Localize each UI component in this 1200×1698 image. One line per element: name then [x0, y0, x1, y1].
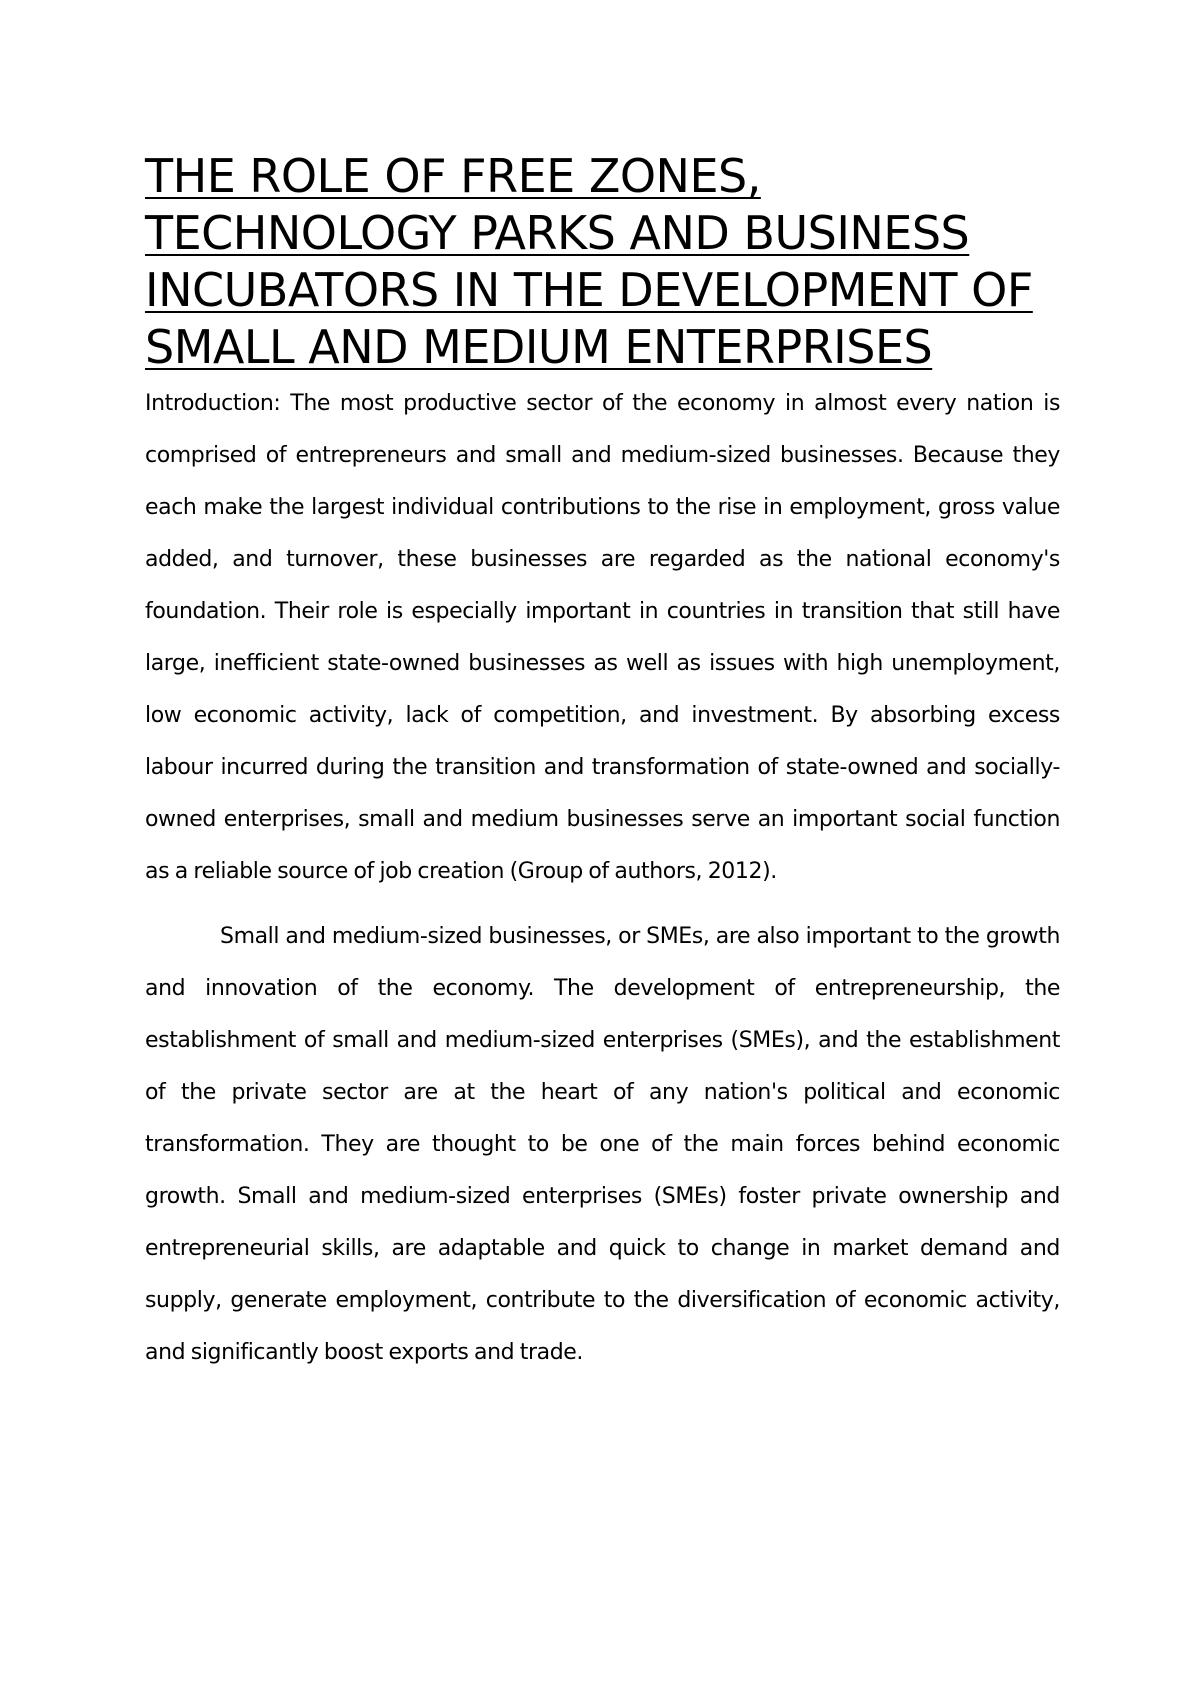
introduction-paragraph: Introduction: The most productive sector of the economy in almost every nation is comprised of entrepreneurs and small and medium-sized businesses. Because they each make the largest individual contributions to the rise in employment, gross value added, and turnover, these businesses are regarded as the national economy's foundation. Their role is especially important in countries in transition that still have large, inefficient state-owned businesses as well as issues with high unemployment, low economic activity, lack of competition, and investment. By absorbing excess labour incurred during the transition and transformation of state-owned and socially-owned enterprises, small and medium businesses serve an important social function as a reliable source of job creation (Group of authors, 2012).: [145, 391, 1060, 884]
document-body: [145, 148, 1060, 1379]
document-title: THE ROLE OF FREE ZONES, TECHNOLOGY PARKS AND BUSINESS INCUBATORS IN THE DEVELOPMENT OF SMALL AND MEDIUM ENTERPRISES: [145, 149, 1033, 374]
sme-paragraph: Small and medium-sized businesses, or SMEs, are also important to the growth and innovation of the economy. The development of entrepreneurship, the establishment of small and medium-sized enterprises (SMEs), and the establishment of the private sector are at the heart of any nation's political and economic transformation. They are thought to be one of the main forces behind economic growth. Small and medium-sized enterprises (SMEs) foster private ownership and entrepreneurial skills, are adaptable and quick to change in market demand and supply, generate employment, contribute to the diversification of economic activity, and significantly boost exports and trade.: [145, 924, 1060, 1365]
